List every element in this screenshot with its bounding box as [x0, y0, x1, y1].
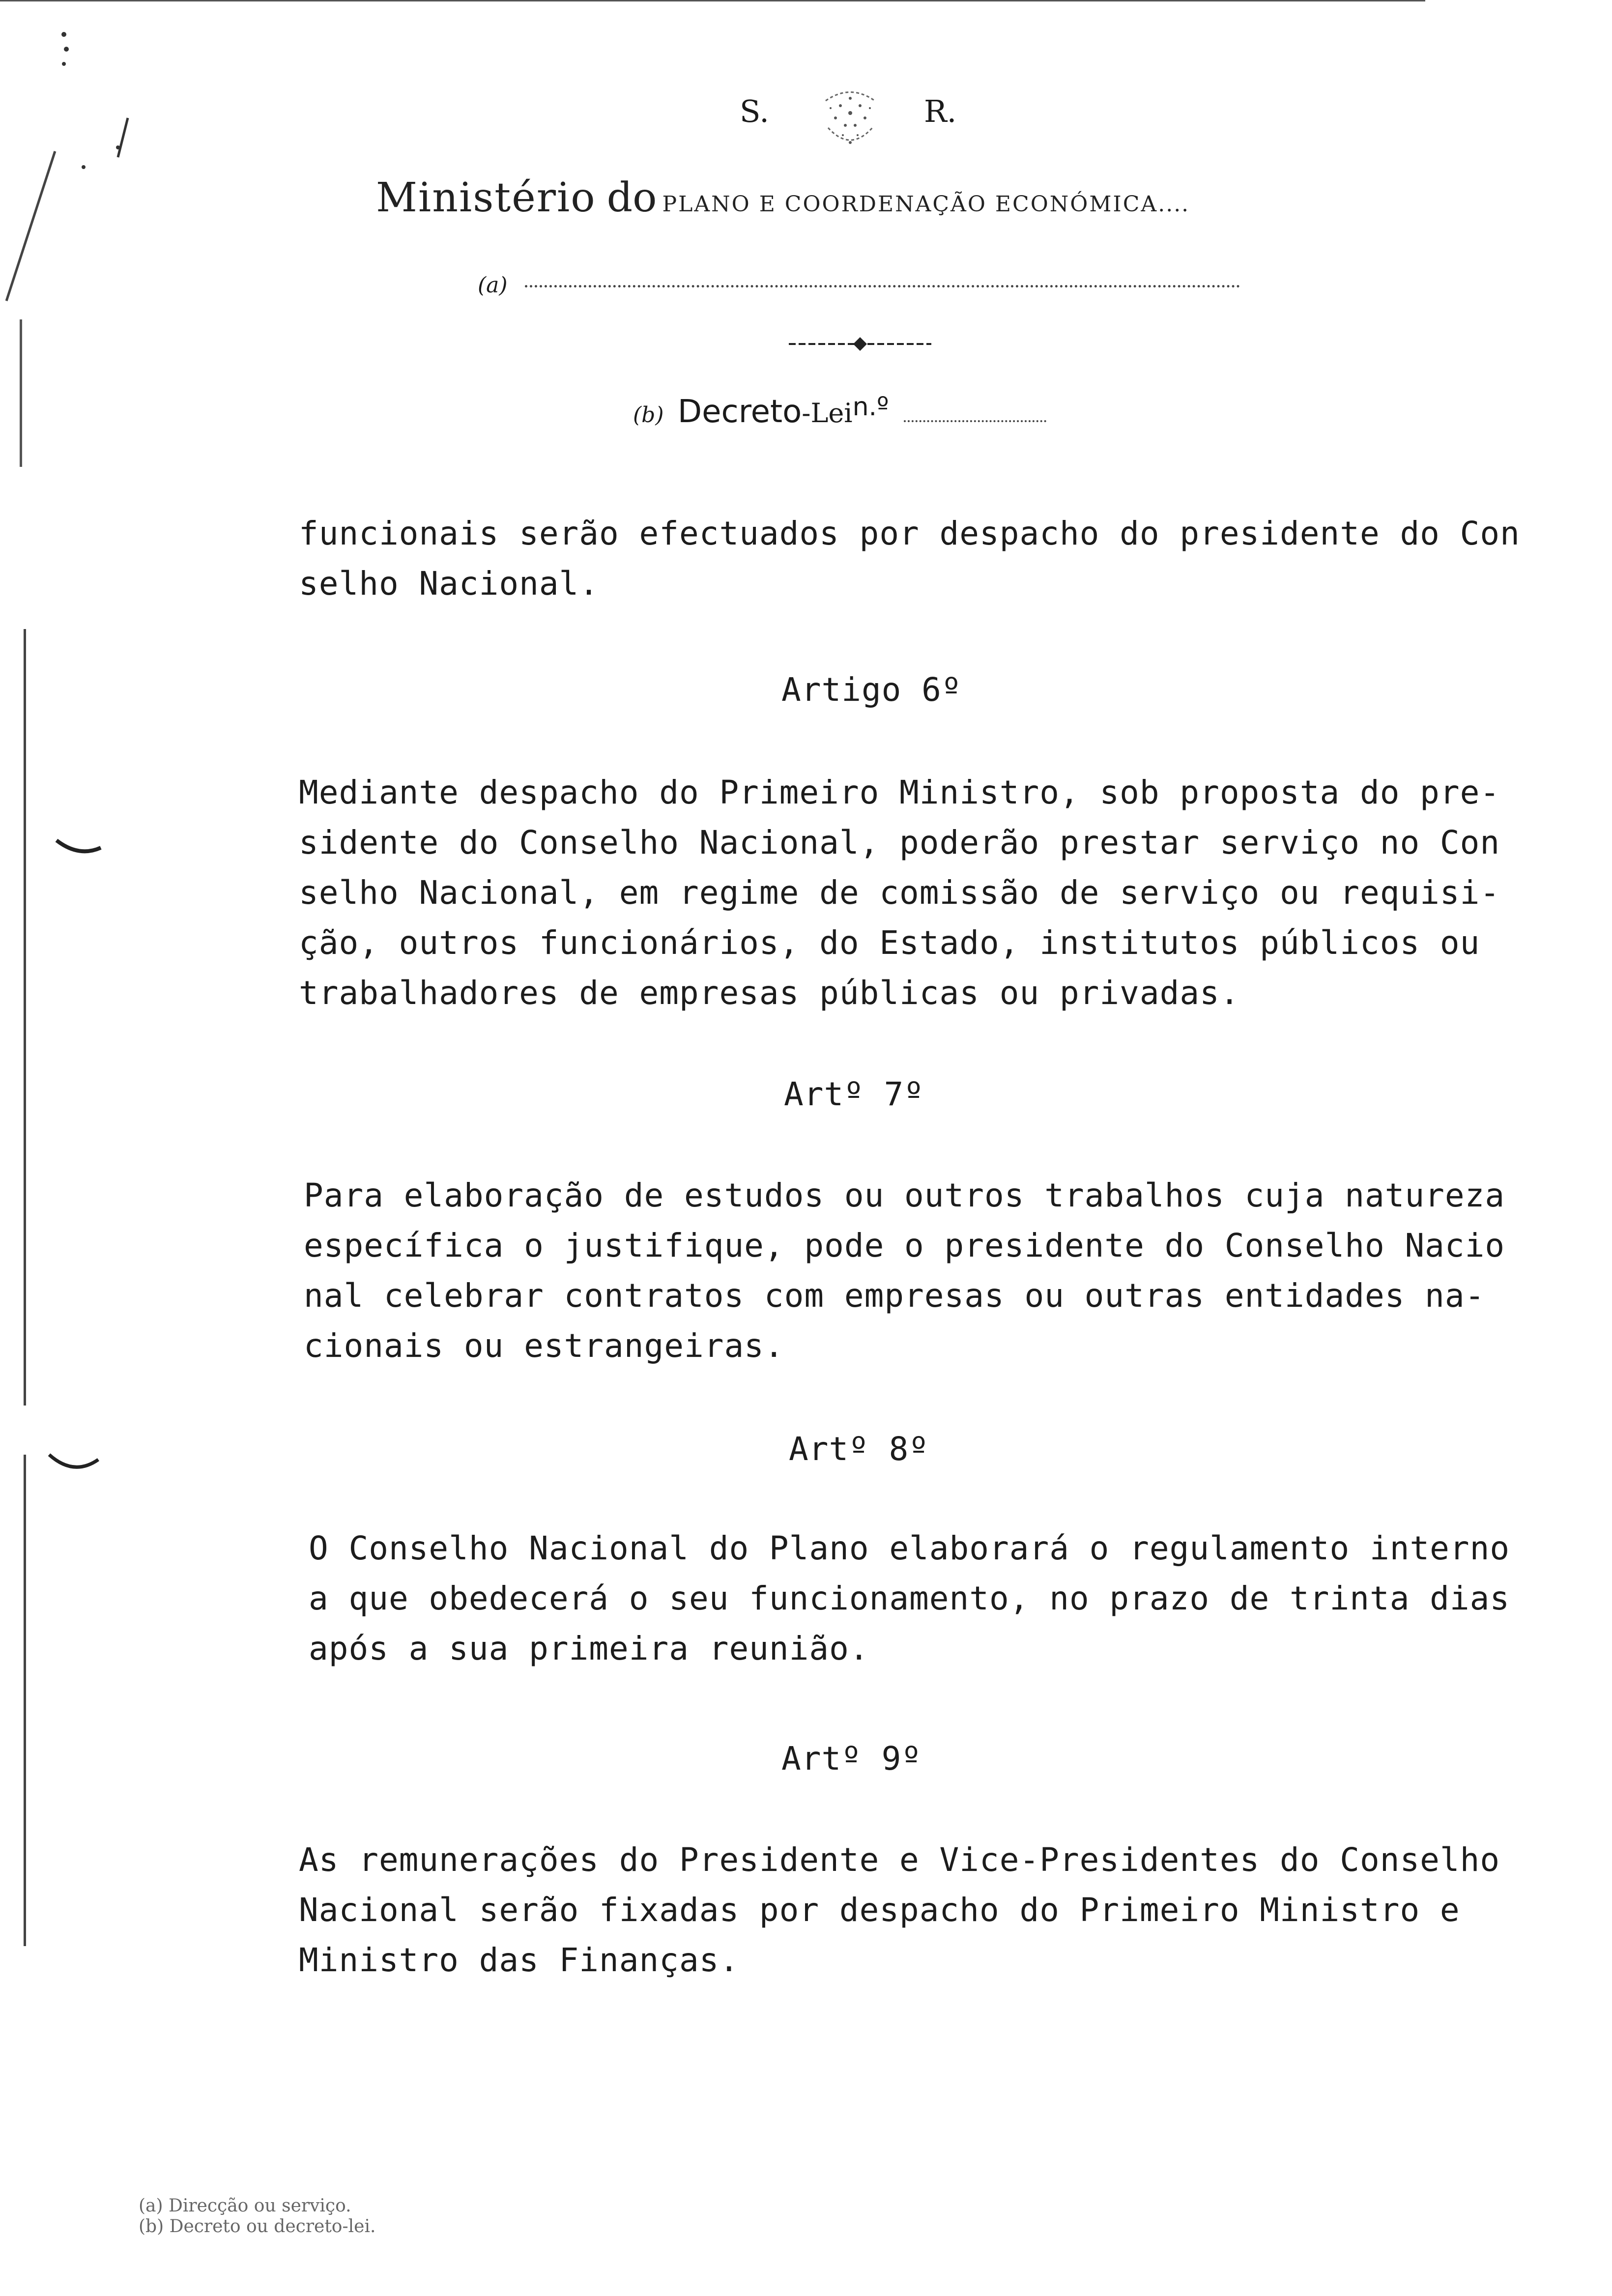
decree-line [633, 392, 1046, 430]
text-line: funcionais serão efectuados por despacho do presidente do Con [299, 515, 1520, 552]
text-line: específica o justifique, pode o presidente do Conselho Nacio [304, 1227, 1505, 1264]
text-line: trabalhadores de empresas públicas ou privadas. [299, 974, 1240, 1012]
margin-rule [24, 629, 26, 1406]
decree-lei: -Lei [802, 398, 853, 429]
punch-hole-mark [47, 1450, 101, 1479]
scan-stroke [5, 151, 57, 301]
text-line: nal celebrar contratos com empresas ou outras entidades na- [304, 1277, 1485, 1315]
article-6-heading: Artigo 6º [781, 671, 962, 709]
text-line: ção, outros funcionários, do Estado, institutos públicos ou [299, 924, 1480, 962]
article-9-heading: Artº 9º [781, 1740, 922, 1778]
text-line: selho Nacional, em regime de comissão de serviço ou requisi- [299, 874, 1500, 912]
text-line: cionais ou estrangeiras. [304, 1327, 784, 1365]
ministry-title [376, 174, 1339, 238]
intro-paragraph [299, 509, 1520, 609]
ministry-name: PLANO E COORDENAÇÃO ECONÓMICA [662, 192, 1158, 217]
text-line: As remunerações do Presidente e Vice-Presidentes do Conselho [299, 1841, 1500, 1879]
decree-footnote-label: (b) [633, 402, 664, 428]
text-line: Mediante despacho do Primeiro Ministro, sob proposta do pre- [299, 774, 1500, 811]
decree-number-label: n.º [852, 392, 889, 422]
article-8-heading: Artº 8º [789, 1430, 929, 1468]
margin-rule [24, 1455, 26, 1946]
article-6-paragraph [299, 768, 1500, 1018]
text-line: O Conselho Nacional do Plano elaborará o regulamento interno [309, 1529, 1510, 1567]
text-line: após a sua primeira reunião. [309, 1630, 869, 1667]
ministry-preposition: do [606, 174, 657, 221]
text-line: Ministro das Finanças. [299, 1941, 740, 1979]
header-left-mark: S. [740, 93, 769, 129]
article-9-paragraph [299, 1835, 1500, 1985]
footnote-b: (b) Decreto ou decreto-lei. [139, 2216, 376, 2237]
text-line: selho Nacional. [299, 565, 600, 603]
punch-hole-mark [54, 835, 103, 860]
direction-field-label: (a) [478, 273, 508, 298]
text-line: Nacional serão fixadas por despacho do Primeiro Ministro e [299, 1891, 1460, 1929]
decree-word: Decreto [677, 394, 802, 430]
text-line: Para elaboração de estudos ou outros trabalhos cuja natureza [304, 1177, 1505, 1214]
header-right-mark: R. [924, 93, 957, 129]
direction-field-line [525, 285, 1240, 287]
ministry-dots: .... [1158, 192, 1190, 217]
article-7-paragraph [304, 1171, 1505, 1371]
footnote-a: (a) Direcção ou serviço. [139, 2196, 351, 2216]
scan-stroke [20, 319, 22, 467]
article-8-paragraph [309, 1523, 1510, 1674]
scan-specks [54, 29, 152, 177]
coat-of-arms-icon [806, 79, 894, 157]
decree-number-line [904, 420, 1046, 422]
scan-top-edge [0, 0, 1425, 1]
article-7-heading: Artº 7º [784, 1075, 924, 1113]
text-line: a que obedecerá o seu funcionamento, no prazo de trinta dias [309, 1579, 1510, 1617]
ministry-word: Ministério [376, 174, 596, 221]
ornament-divider [786, 334, 934, 354]
text-line: sidente do Conselho Nacional, poderão prestar serviço no Con [299, 824, 1500, 861]
